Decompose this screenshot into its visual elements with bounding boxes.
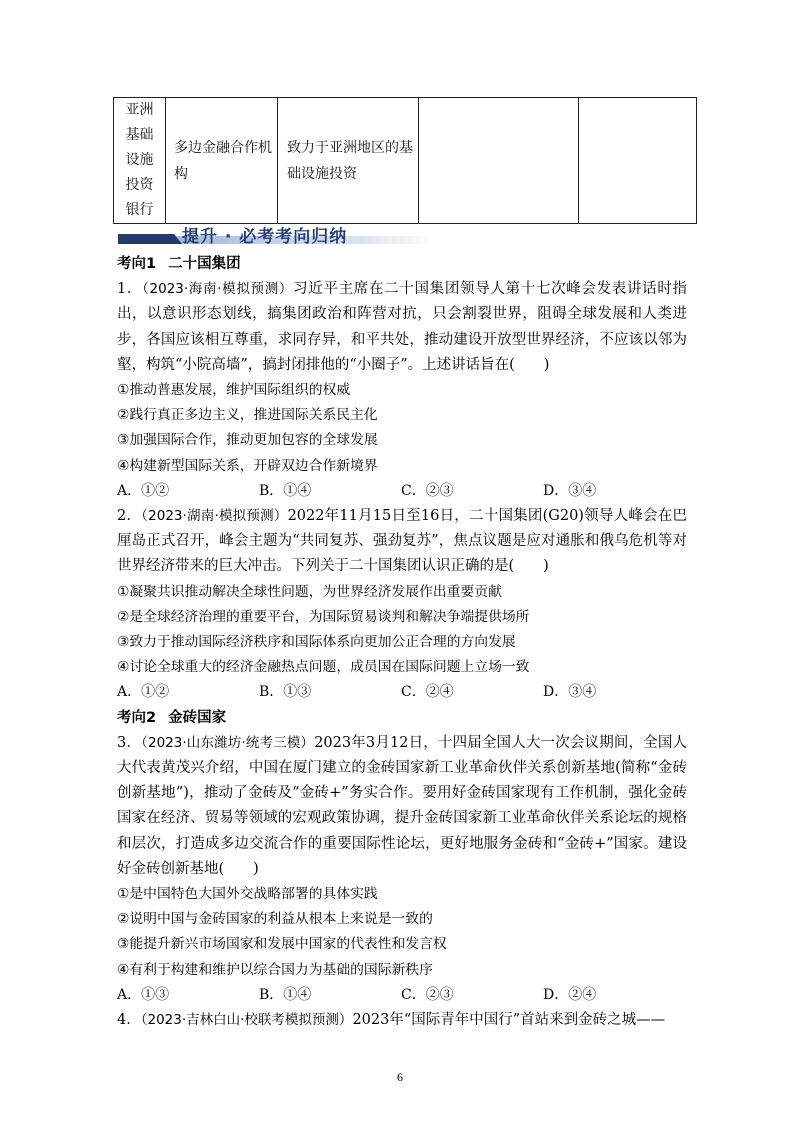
question-stem: 2023年3月12日，十四届全国人大一次会议期间，全国人大代表黄茂兴介绍，中国在厦门建立的金砖国家新工业革命伙伴关系创新基地(简称“金砖创新基地”)，推动了金砖及“金砖+”务实合作。要用好金砖国家现有工作机制，强化金砖国家在经济、贸易等领域的宏观政策协调，提升金砖国家新工业革命伙伴关系论坛的规格和层次，打造成多边交流合作的重要国际性论坛，更好地服务金砖和“金砖+”国家。建设好金砖创新基地( ) [117,734,687,877]
banner-arrow-tip [174,234,182,244]
choice-a: A．①② [117,684,170,701]
question-source: （2023·湖南·模拟预测） [141,508,288,525]
option-item: ④有利于构建和维护以综合国力为基础的国际新秩序 [117,961,433,978]
question-4 [117,1008,687,1033]
question-source: （2023·吉林白山·校联考模拟预测） [140,1012,353,1029]
choice-b: B．①③ [259,684,312,701]
choice-c: C．②③ [401,986,454,1003]
section-label: 考向1 [117,256,157,272]
answer-choices [117,680,687,705]
choice-b: B．①④ [259,482,312,499]
section-heading-2 [117,706,687,731]
option-item: ③加强国际合作，推动更加包容的全球发展 [117,432,378,449]
question-stem: 2023年“国际青年中国行”首站来到金砖之城—— [352,1012,666,1029]
page-number: 6 [397,1070,403,1084]
option-item: ④构建新型国际关系，开辟双边合作新境界 [117,457,378,474]
option-item: ①是中国特色大国外交战略部署的具体实践 [117,886,378,903]
choice-c: C．②④ [401,684,454,701]
answer-choices [117,479,687,504]
question-stem: 习近平主席在二十国集团领导人第十七次峰会发表讲话时指出，以意识形态划线，搞集团政治和阵营对抗，只会割裂世界，阻碍全球发展和人类进步，各国应该相互尊重，求同存异，和平共处，推动建设开放型世界经济，不应该以邻为壑，构筑“小院高墙”，搞封闭排他的“小圈子”。上述讲话旨在( ) [117,281,687,373]
section-title: 二十国集团 [168,256,241,272]
banner-dark-bar [118,234,174,244]
choice-a: A．①③ [117,986,170,1003]
section-title: 金砖国家 [168,709,227,726]
org-purpose: 致力于亚洲地区的基础设施投资 [287,139,413,182]
section-banner [118,222,436,247]
banner-title: 提升 · 必考考向归纳 [182,227,348,247]
choice-d: D．③④ [543,482,597,499]
choice-d: D．③④ [543,684,597,701]
question-number: 3． [117,734,142,751]
option-item: ②说明中国与金砖国家的利益从根本上来说是一致的 [117,911,433,928]
question-1 [117,277,687,378]
table-cell-purpose [278,98,419,224]
option-item: ①凝聚共识推动解决全球性问题，为世界经济发展作出重要贡献 [117,583,502,600]
choice-d: D．②④ [543,986,597,1003]
option-item: ③致力于推动国际经济秩序和国际体系向更加公正合理的方向发展 [117,634,516,651]
section-heading-1 [117,252,687,277]
question-number: 1． [117,281,143,298]
table-row [114,98,697,224]
option-item: ①推动普惠发展，维护国际组织的权威 [117,382,351,399]
question-content [117,252,687,1033]
table-cell-empty-4 [419,98,579,224]
question-number: 4． [117,1012,141,1029]
table-cell-name [114,98,166,224]
choice-b: B．①④ [259,986,312,1003]
option-item: ②践行真正多边主义，推进国际关系民主化 [117,407,378,424]
option-item: ②是全球经济治理的重要平台，为国际贸易谈判和解决争端提供场所 [117,608,530,625]
option-item: ③能提升新兴市场国家和发展中国家的代表性和发言权 [117,936,447,953]
choice-a: A．①② [117,482,170,499]
question-2 [117,504,687,580]
org-type: 多边金融合作机构 [174,139,272,182]
option-item: ④讨论全球重大的经济金融热点问题，成员国在国际问题上立场一致 [117,659,530,676]
choice-c: C．②③ [401,482,454,499]
answer-choices [117,983,687,1008]
table-cell-empty-5 [579,98,697,224]
org-name: 亚洲基础设施投资银行 [125,102,154,218]
question-stem: 2022年11月15日至16日，二十国集团(G20)领导人峰会在巴厘岛正式召开，峰会主题为“共同复苏、强劲复苏”，焦点议题是应对通胀和俄乌危机等对世界经济带来的巨大冲击。下列关于二十国集团认识正确的是( ) [117,508,687,575]
question-3 [117,731,687,882]
section-label: 考向2 [117,709,157,726]
question-source: （2023·山东潍坊·统考三模） [141,734,315,751]
question-source: （2023·海南·模拟预测） [142,281,294,298]
question-number: 2． [117,508,142,525]
organization-table [113,97,697,224]
table-cell-type [166,98,278,224]
